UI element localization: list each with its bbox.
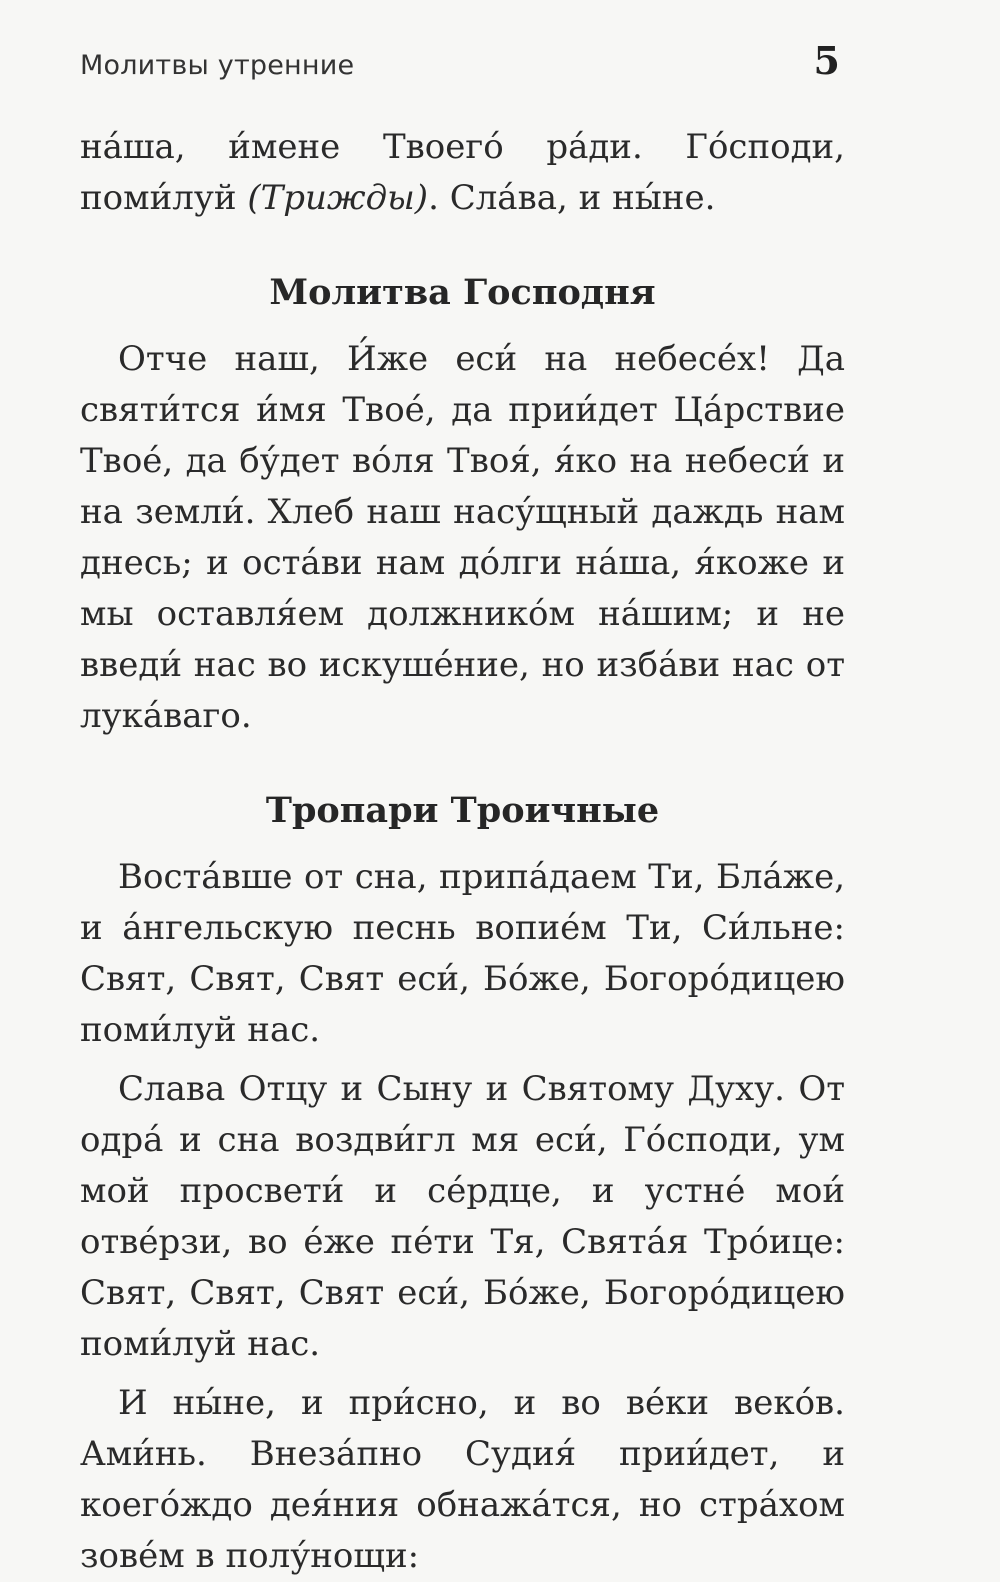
troparion-paragraph-1: Воста́вше от сна, припа́даем Ти, Бла́же, и а́нгельскую песнь вопие́м Ти, Си́льне: Свят, Свят, Свят еси́, Бо́же, Богоро́дицею поми́луй нас.: [80, 857, 845, 1050]
heading-troparia: Тропари Троичные: [265, 790, 660, 831]
running-title: Молитвы утренние: [80, 50, 355, 81]
page-content: [80, 122, 845, 1582]
troparion-paragraph-3: И ны́не, и при́сно, и во ве́ки веко́в. Ами́нь. Внеза́пно Судия́ прии́дет, и коего́ждо дея́ния обнажа́тся, но стра́хом зове́м в полу́нощи:: [80, 1383, 845, 1576]
intro-text-b: . Сла́ва, и ны́не.: [428, 178, 716, 218]
intro-rubric: (Трижды): [247, 178, 429, 218]
intro-paragraph: [80, 122, 845, 224]
intro-text-a: на́ша, и́мене Твоего́ ра́ди. Го́споди, поми́луй: [80, 127, 845, 218]
troparion-paragraph-2: Слава Отцу и Сыну и Святому Духу. От одра́ и сна воздви́гл мя еси́, Го́споди, ум мой просвети́ и се́рдце, и устне́ мои́ отве́рзи, во е́же пе́ти Тя, Свята́я Тро́ице: Свят, Свят, Свят еси́, Бо́же, Богоро́дицею поми́луй нас.: [80, 1069, 845, 1364]
lords-prayer-paragraph: Отче наш, И́же еси́ на небесе́х! Да святи́тся и́мя Твое́, да прии́дет Ца́рствие Твое́, да бу́дет во́ля Твоя́, я́ко на небеси́ и на земли́. Хлеб наш насу́щный даждь нам днесь; и оста́ви нам до́лги на́ша, я́коже и мы оставля́ем должнико́м на́шим; и не введи́ нас во искуше́ние, но изба́ви нас от лука́ваго.: [80, 339, 845, 736]
page-number: 5: [813, 38, 840, 83]
heading-lords-prayer: Молитва Господня: [269, 272, 656, 313]
